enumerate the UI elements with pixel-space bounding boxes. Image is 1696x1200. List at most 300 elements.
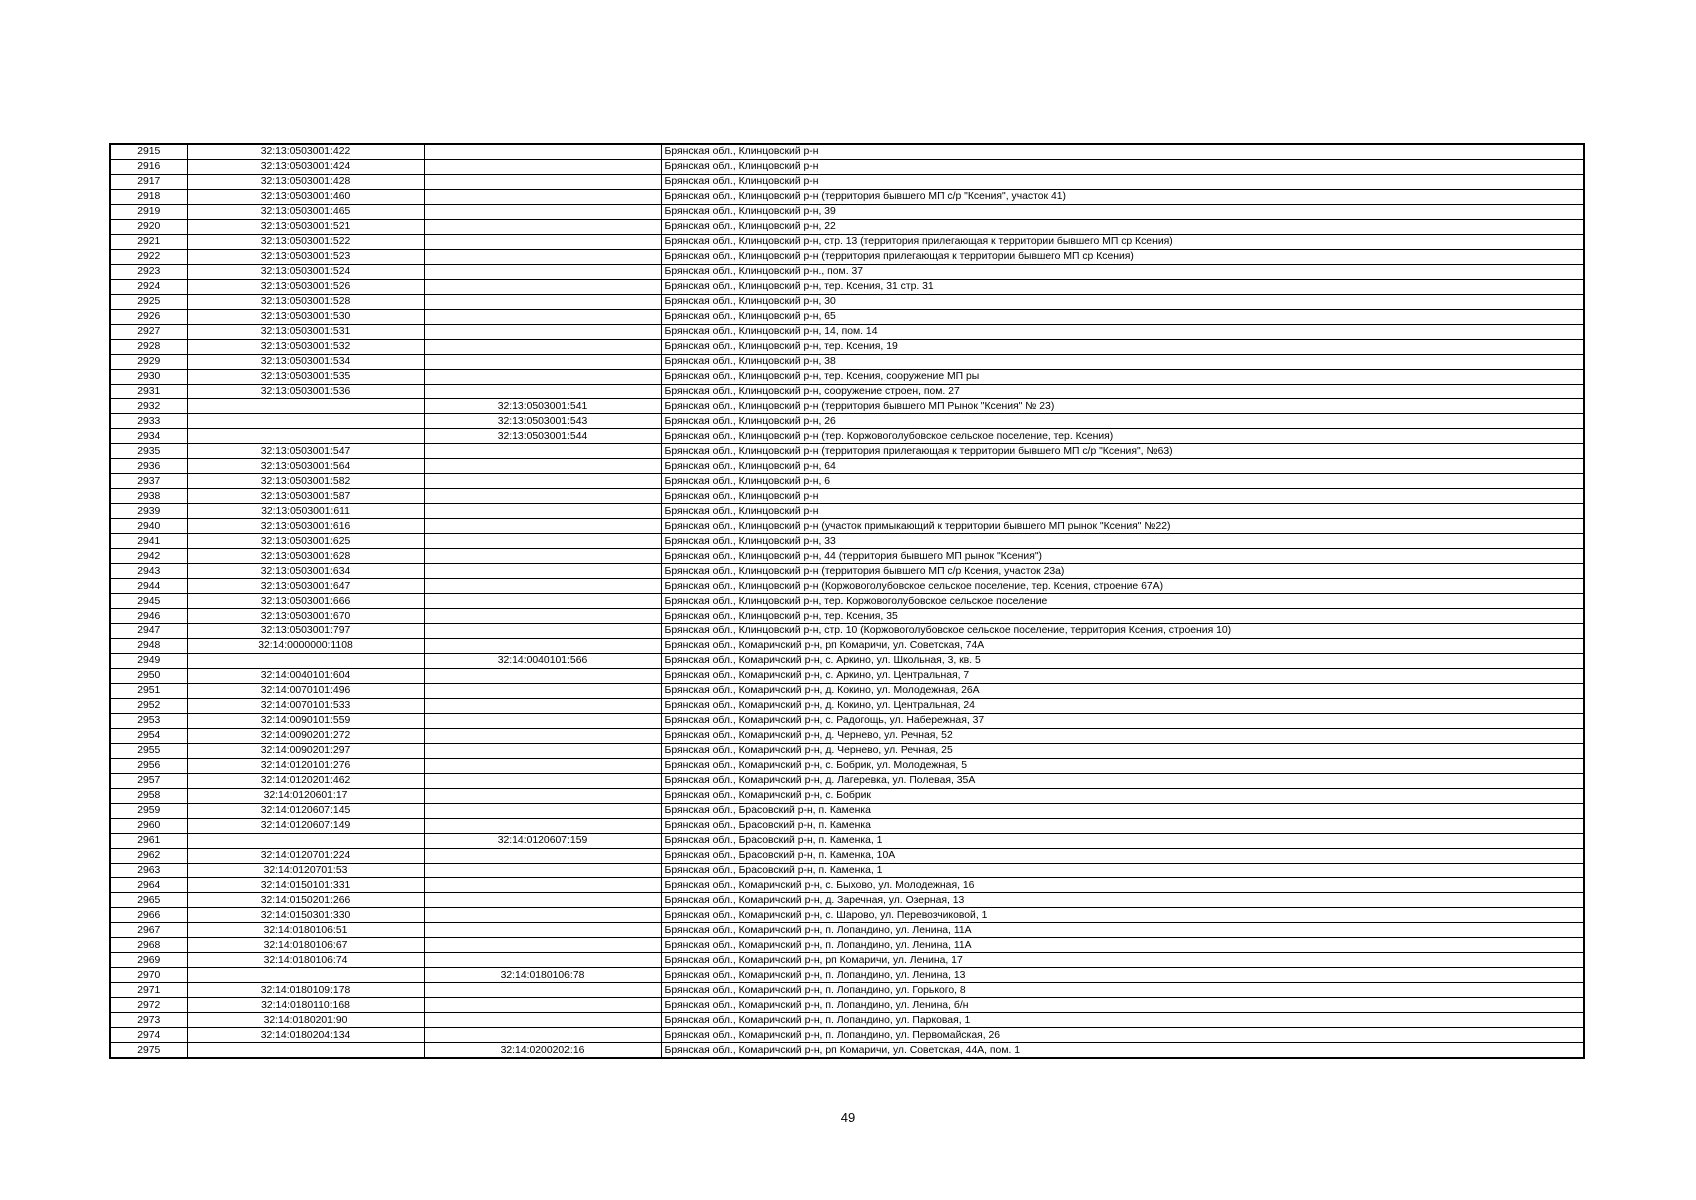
row-number-cell: 2960	[110, 818, 187, 833]
cadastral-number-alt-cell: 32:14:0040101:566	[424, 653, 661, 668]
address-cell: Брянская обл., Брасовский р-н, п. Каменка, 10А	[661, 848, 1584, 863]
cadastral-number-alt-cell	[424, 474, 661, 489]
table-row	[110, 159, 1584, 174]
cadastral-number-alt-cell	[424, 489, 661, 504]
cadastral-number-cell: 32:13:0503001:587	[187, 489, 424, 504]
cadastral-number-cell	[187, 653, 424, 668]
row-number-cell: 2952	[110, 698, 187, 713]
cadastral-number-cell: 32:14:0150201:266	[187, 893, 424, 908]
table-row	[110, 354, 1584, 369]
address-cell: Брянская обл., Комаричский р-н, с. Бобрик	[661, 788, 1584, 803]
address-cell: Брянская обл., Клинцовский р-н, 39	[661, 204, 1584, 219]
cadastral-number-cell: 32:14:0180106:74	[187, 953, 424, 968]
table-row	[110, 309, 1584, 324]
table-row	[110, 504, 1584, 519]
cadastral-number-alt-cell	[424, 339, 661, 354]
cadastral-number-cell: 32:13:0503001:526	[187, 279, 424, 294]
address-cell: Брянская обл., Клинцовский р-н, тер. Ксения, 35	[661, 609, 1584, 624]
cadastral-number-cell: 32:14:0120701:53	[187, 863, 424, 878]
cadastral-number-alt-cell	[424, 758, 661, 773]
row-number-cell: 2915	[110, 144, 187, 159]
cadastral-number-alt-cell	[424, 713, 661, 728]
row-number-cell: 2969	[110, 953, 187, 968]
address-cell: Брянская обл., Клинцовский р-н (Коржовоголубовское сельское поселение, тер. Ксения, строение 67А)	[661, 579, 1584, 594]
row-number-cell: 2935	[110, 444, 187, 459]
cadastral-number-cell: 32:14:0180109:178	[187, 983, 424, 998]
table-row	[110, 848, 1584, 863]
table-row	[110, 893, 1584, 908]
cadastral-number-alt-cell	[424, 249, 661, 264]
table-row	[110, 698, 1584, 713]
address-cell: Брянская обл., Брасовский р-н, п. Каменка	[661, 818, 1584, 833]
cadastral-number-cell: 32:13:0503001:625	[187, 534, 424, 549]
cadastral-number-cell: 32:13:0503001:547	[187, 444, 424, 459]
cadastral-number-alt-cell	[424, 549, 661, 564]
table-row	[110, 339, 1584, 354]
row-number-cell: 2941	[110, 534, 187, 549]
cadastral-number-cell: 32:13:0503001:522	[187, 234, 424, 249]
address-cell: Брянская обл., Комаричский р-н, с. Быхово, ул. Молодежная, 16	[661, 878, 1584, 893]
row-number-cell: 2921	[110, 234, 187, 249]
cadastral-number-alt-cell: 32:14:0200202:16	[424, 1043, 661, 1058]
row-number-cell: 2918	[110, 189, 187, 204]
cadastral-number-alt-cell	[424, 174, 661, 189]
table-row	[110, 983, 1584, 998]
cadastral-number-cell	[187, 833, 424, 848]
cadastral-number-alt-cell	[424, 594, 661, 609]
cadastral-number-cell: 32:13:0503001:616	[187, 519, 424, 534]
cadastral-number-alt-cell	[424, 159, 661, 174]
table-row	[110, 204, 1584, 219]
row-number-cell: 2957	[110, 773, 187, 788]
address-cell: Брянская обл., Клинцовский р-н, тер. Коржовоголубовское сельское поселение	[661, 594, 1584, 609]
row-number-cell: 2970	[110, 968, 187, 983]
address-cell: Брянская обл., Комаричский р-н, п. Лопандино, ул. Горького, 8	[661, 983, 1584, 998]
table-row	[110, 863, 1584, 878]
address-cell: Брянская обл., Брасовский р-н, п. Каменка	[661, 803, 1584, 818]
cadastral-number-cell: 32:13:0503001:797	[187, 624, 424, 639]
table-row	[110, 1013, 1584, 1028]
row-number-cell: 2973	[110, 1013, 187, 1028]
cadastral-number-alt-cell	[424, 938, 661, 953]
table-row	[110, 414, 1584, 429]
table-row	[110, 144, 1584, 159]
address-cell: Брянская обл., Клинцовский р-н, 33	[661, 534, 1584, 549]
cadastral-number-cell	[187, 429, 424, 444]
registry-table	[109, 143, 1585, 1059]
table-row	[110, 474, 1584, 489]
table-row	[110, 189, 1584, 204]
cadastral-number-alt-cell	[424, 998, 661, 1013]
cadastral-number-cell: 32:14:0120201:462	[187, 773, 424, 788]
table-row	[110, 279, 1584, 294]
cadastral-number-cell: 32:14:0090201:272	[187, 728, 424, 743]
cadastral-number-alt-cell: 32:13:0503001:543	[424, 414, 661, 429]
address-cell: Брянская обл., Комаричский р-н, рп Комаричи, ул. Ленина, 17	[661, 953, 1584, 968]
row-number-cell: 2933	[110, 414, 187, 429]
table-row	[110, 384, 1584, 399]
row-number-cell: 2939	[110, 504, 187, 519]
address-cell: Брянская обл., Клинцовский р-н	[661, 144, 1584, 159]
row-number-cell: 2947	[110, 624, 187, 639]
address-cell: Брянская обл., Клинцовский р-н	[661, 159, 1584, 174]
cadastral-number-cell: 32:14:0150101:331	[187, 878, 424, 893]
row-number-cell: 2917	[110, 174, 187, 189]
row-number-cell: 2934	[110, 429, 187, 444]
cadastral-number-cell: 32:14:0180106:51	[187, 923, 424, 938]
cadastral-number-cell: 32:13:0503001:465	[187, 204, 424, 219]
row-number-cell: 2963	[110, 863, 187, 878]
cadastral-number-alt-cell	[424, 953, 661, 968]
cadastral-number-cell: 32:13:0503001:521	[187, 219, 424, 234]
table-row	[110, 773, 1584, 788]
cadastral-number-cell: 32:13:0503001:528	[187, 294, 424, 309]
registry-table-body	[110, 144, 1584, 1058]
cadastral-number-cell: 32:13:0503001:523	[187, 249, 424, 264]
cadastral-number-cell: 32:14:0120607:145	[187, 803, 424, 818]
cadastral-number-alt-cell	[424, 189, 661, 204]
address-cell: Брянская обл., Клинцовский р-н, 6	[661, 474, 1584, 489]
table-row	[110, 219, 1584, 234]
table-row	[110, 609, 1584, 624]
row-number-cell: 2922	[110, 249, 187, 264]
address-cell: Брянская обл., Клинцовский р-н, стр. 13 (территория прилегающая к территории бывшего МП ср Ксения)	[661, 234, 1584, 249]
address-cell: Брянская обл., Комаричский р-н, с. Бобрик, ул. Молодежная, 5	[661, 758, 1584, 773]
address-cell: Брянская обл., Клинцовский р-н, 22	[661, 219, 1584, 234]
table-row	[110, 519, 1584, 534]
table-row	[110, 369, 1584, 384]
row-number-cell: 2965	[110, 893, 187, 908]
table-row	[110, 294, 1584, 309]
cadastral-number-alt-cell	[424, 144, 661, 159]
table-row	[110, 594, 1584, 609]
table-row	[110, 713, 1584, 728]
row-number-cell: 2930	[110, 369, 187, 384]
row-number-cell: 2967	[110, 923, 187, 938]
table-row	[110, 549, 1584, 564]
cadastral-number-alt-cell: 32:13:0503001:541	[424, 399, 661, 414]
row-number-cell: 2923	[110, 264, 187, 279]
table-row	[110, 429, 1584, 444]
row-number-cell: 2955	[110, 743, 187, 758]
row-number-cell: 2928	[110, 339, 187, 354]
address-cell: Брянская обл., Клинцовский р-н	[661, 489, 1584, 504]
cadastral-number-cell: 32:13:0503001:424	[187, 159, 424, 174]
row-number-cell: 2949	[110, 653, 187, 668]
cadastral-number-cell: 32:13:0503001:535	[187, 369, 424, 384]
row-number-cell: 2951	[110, 683, 187, 698]
address-cell: Брянская обл., Комаричский р-н, с. Радогощь, ул. Набережная, 37	[661, 713, 1584, 728]
row-number-cell: 2974	[110, 1028, 187, 1043]
cadastral-number-cell: 32:13:0503001:532	[187, 339, 424, 354]
cadastral-number-alt-cell	[424, 1013, 661, 1028]
cadastral-number-alt-cell	[424, 279, 661, 294]
cadastral-number-alt-cell	[424, 264, 661, 279]
cadastral-number-alt-cell	[424, 384, 661, 399]
address-cell: Брянская обл., Клинцовский р-н (территория бывшего МП Рынок "Ксения" № 23)	[661, 399, 1584, 414]
row-number-cell: 2972	[110, 998, 187, 1013]
cadastral-number-cell: 32:14:0120607:149	[187, 818, 424, 833]
cadastral-number-cell: 32:13:0503001:647	[187, 579, 424, 594]
table-row	[110, 968, 1584, 983]
address-cell: Брянская обл., Клинцовский р-н (территория прилегающая к территории бывшего МП с/р "Ксения", №63)	[661, 444, 1584, 459]
cadastral-number-alt-cell	[424, 564, 661, 579]
cadastral-number-cell: 32:14:0150301:330	[187, 908, 424, 923]
cadastral-number-cell: 32:13:0503001:634	[187, 564, 424, 579]
address-cell: Брянская обл., Клинцовский р-н, тер. Ксения, сооружение МП ры	[661, 369, 1584, 384]
row-number-cell: 2950	[110, 668, 187, 683]
row-number-cell: 2943	[110, 564, 187, 579]
address-cell: Брянская обл., Комаричский р-н, п. Лопандино, ул. Ленина, 11А	[661, 923, 1584, 938]
row-number-cell: 2919	[110, 204, 187, 219]
table-row	[110, 579, 1584, 594]
address-cell: Брянская обл., Клинцовский р-н, 65	[661, 309, 1584, 324]
address-cell: Брянская обл., Клинцовский р-н, тер. Ксения, 31 стр. 31	[661, 279, 1584, 294]
table-row	[110, 459, 1584, 474]
cadastral-number-cell: 32:13:0503001:670	[187, 609, 424, 624]
row-number-cell: 2936	[110, 459, 187, 474]
cadastral-number-alt-cell	[424, 908, 661, 923]
address-cell: Брянская обл., Комаричский р-н, д. Кокино, ул. Молодежная, 26А	[661, 683, 1584, 698]
cadastral-number-cell: 32:13:0503001:460	[187, 189, 424, 204]
cadastral-number-alt-cell	[424, 863, 661, 878]
cadastral-number-alt-cell	[424, 1028, 661, 1043]
table-row	[110, 324, 1584, 339]
address-cell: Брянская обл., Комаричский р-н, д. Кокино, ул. Центральная, 24	[661, 698, 1584, 713]
table-row	[110, 818, 1584, 833]
cadastral-number-cell: 32:14:0180106:67	[187, 938, 424, 953]
table-row	[110, 1043, 1584, 1058]
row-number-cell: 2954	[110, 728, 187, 743]
address-cell: Брянская обл., Клинцовский р-н	[661, 504, 1584, 519]
cadastral-number-cell: 32:14:0000000:1108	[187, 638, 424, 653]
table-row	[110, 444, 1584, 459]
cadastral-number-cell: 32:13:0503001:564	[187, 459, 424, 474]
address-cell: Брянская обл., Клинцовский р-н, 30	[661, 294, 1584, 309]
address-cell: Брянская обл., Комаричский р-н, с. Аркино, ул. Центральная, 7	[661, 668, 1584, 683]
address-cell: Брянская обл., Клинцовский р-н, стр. 10 (Коржовоголубовское сельское поселение, территория Ксения, строения 10)	[661, 624, 1584, 639]
table-row	[110, 624, 1584, 639]
cadastral-number-cell: 32:14:0090101:559	[187, 713, 424, 728]
cadastral-number-cell: 32:14:0090201:297	[187, 743, 424, 758]
cadastral-number-alt-cell	[424, 609, 661, 624]
cadastral-number-alt-cell: 32:14:0120607:159	[424, 833, 661, 848]
cadastral-number-alt-cell	[424, 743, 661, 758]
address-cell: Брянская обл., Клинцовский р-н, 14, пом. 14	[661, 324, 1584, 339]
cadastral-number-cell	[187, 1043, 424, 1058]
address-cell: Брянская обл., Клинцовский р-н (территория бывшего МП с/р "Ксения", участок 41)	[661, 189, 1584, 204]
cadastral-number-alt-cell: 32:13:0503001:544	[424, 429, 661, 444]
row-number-cell: 2961	[110, 833, 187, 848]
cadastral-number-alt-cell	[424, 324, 661, 339]
cadastral-number-alt-cell	[424, 638, 661, 653]
table-row	[110, 638, 1584, 653]
table-row	[110, 758, 1584, 773]
cadastral-number-alt-cell	[424, 788, 661, 803]
row-number-cell: 2946	[110, 609, 187, 624]
cadastral-number-alt-cell	[424, 624, 661, 639]
cadastral-number-cell: 32:14:0040101:604	[187, 668, 424, 683]
address-cell: Брянская обл., Комаричский р-н, с. Шарово, ул. Перевозчиковой, 1	[661, 908, 1584, 923]
cadastral-number-cell: 32:14:0070101:496	[187, 683, 424, 698]
table-row	[110, 668, 1584, 683]
table-row	[110, 998, 1584, 1013]
cadastral-number-cell: 32:13:0503001:534	[187, 354, 424, 369]
address-cell: Брянская обл., Клинцовский р-н (участок примыкающий к территории бывшего МП рынок "Ксения" №22)	[661, 519, 1584, 534]
cadastral-number-alt-cell	[424, 309, 661, 324]
table-row	[110, 534, 1584, 549]
table-row	[110, 564, 1584, 579]
row-number-cell: 2942	[110, 549, 187, 564]
cadastral-number-cell	[187, 414, 424, 429]
table-row	[110, 953, 1584, 968]
cadastral-number-cell: 32:13:0503001:582	[187, 474, 424, 489]
row-number-cell: 2975	[110, 1043, 187, 1058]
row-number-cell: 2958	[110, 788, 187, 803]
table-row	[110, 683, 1584, 698]
address-cell: Брянская обл., Комаричский р-н, д. Чернево, ул. Речная, 52	[661, 728, 1584, 743]
cadastral-number-cell: 32:14:0120701:224	[187, 848, 424, 863]
address-cell: Брянская обл., Комаричский р-н, д. Заречная, ул. Озерная, 13	[661, 893, 1584, 908]
cadastral-number-cell: 32:13:0503001:666	[187, 594, 424, 609]
cadastral-number-alt-cell	[424, 354, 661, 369]
address-cell: Брянская обл., Комаричский р-н, п. Лопандино, ул. Первомайская, 26	[661, 1028, 1584, 1043]
cadastral-number-alt-cell	[424, 219, 661, 234]
cadastral-number-cell: 32:13:0503001:611	[187, 504, 424, 519]
cadastral-number-cell: 32:14:0180204:134	[187, 1028, 424, 1043]
cadastral-number-cell: 32:13:0503001:536	[187, 384, 424, 399]
cadastral-number-alt-cell	[424, 369, 661, 384]
table-row	[110, 249, 1584, 264]
row-number-cell: 2948	[110, 638, 187, 653]
row-number-cell: 2938	[110, 489, 187, 504]
address-cell: Брянская обл., Клинцовский р-н, тер. Ксения, 19	[661, 339, 1584, 354]
row-number-cell: 2926	[110, 309, 187, 324]
cadastral-number-alt-cell	[424, 234, 661, 249]
row-number-cell: 2932	[110, 399, 187, 414]
table-row	[110, 728, 1584, 743]
row-number-cell: 2940	[110, 519, 187, 534]
table-row	[110, 264, 1584, 279]
cadastral-number-alt-cell	[424, 683, 661, 698]
row-number-cell: 2956	[110, 758, 187, 773]
cadastral-number-alt-cell	[424, 519, 661, 534]
row-number-cell: 2945	[110, 594, 187, 609]
row-number-cell: 2925	[110, 294, 187, 309]
address-cell: Брянская обл., Комаричский р-н, п. Лопандино, ул. Ленина, 11А	[661, 938, 1584, 953]
address-cell: Брянская обл., Комаричский р-н, с. Аркино, ул. Школьная, 3, кв. 5	[661, 653, 1584, 668]
table-row	[110, 878, 1584, 893]
table-row	[110, 743, 1584, 758]
table-row	[110, 788, 1584, 803]
table-row	[110, 1028, 1584, 1043]
cadastral-number-alt-cell	[424, 848, 661, 863]
cadastral-number-cell: 32:13:0503001:422	[187, 144, 424, 159]
address-cell: Брянская обл., Комаричский р-н, рп Комаричи, ул. Советская, 44А, пом. 1	[661, 1043, 1584, 1058]
cadastral-number-alt-cell	[424, 698, 661, 713]
address-cell: Брянская обл., Клинцовский р-н., пом. 37	[661, 264, 1584, 279]
cadastral-number-cell: 32:13:0503001:531	[187, 324, 424, 339]
row-number-cell: 2924	[110, 279, 187, 294]
row-number-cell: 2971	[110, 983, 187, 998]
cadastral-number-alt-cell	[424, 668, 661, 683]
table-row	[110, 399, 1584, 414]
row-number-cell: 2964	[110, 878, 187, 893]
table-row	[110, 923, 1584, 938]
cadastral-number-alt-cell	[424, 773, 661, 788]
cadastral-number-cell: 32:13:0503001:530	[187, 309, 424, 324]
cadastral-number-alt-cell	[424, 983, 661, 998]
table-row	[110, 489, 1584, 504]
cadastral-number-alt-cell	[424, 204, 661, 219]
cadastral-number-alt-cell	[424, 923, 661, 938]
table-row	[110, 833, 1584, 848]
cadastral-number-cell: 32:14:0120601:17	[187, 788, 424, 803]
row-number-cell: 2962	[110, 848, 187, 863]
address-cell: Брянская обл., Клинцовский р-н (тер. Коржовоголубовское сельское поселение, тер. Ксения)	[661, 429, 1584, 444]
page-number: 49	[840, 1110, 856, 1125]
table-row	[110, 174, 1584, 189]
table-row	[110, 938, 1584, 953]
cadastral-number-cell: 32:13:0503001:428	[187, 174, 424, 189]
cadastral-number-cell: 32:14:0120101:276	[187, 758, 424, 773]
address-cell: Брянская обл., Клинцовский р-н, 26	[661, 414, 1584, 429]
address-cell: Брянская обл., Клинцовский р-н (территория прилегающая к территории бывшего МП ср Ксения)	[661, 249, 1584, 264]
cadastral-number-alt-cell	[424, 504, 661, 519]
registry-table-container	[109, 143, 1583, 1059]
cadastral-number-cell: 32:14:0070101:533	[187, 698, 424, 713]
row-number-cell: 2944	[110, 579, 187, 594]
row-number-cell: 2937	[110, 474, 187, 489]
address-cell: Брянская обл., Комаричский р-н, п. Лопандино, ул. Ленина, 13	[661, 968, 1584, 983]
address-cell: Брянская обл., Клинцовский р-н, 44 (территория бывшего МП рынок "Ксения")	[661, 549, 1584, 564]
address-cell: Брянская обл., Клинцовский р-н, 38	[661, 354, 1584, 369]
cadastral-number-alt-cell	[424, 893, 661, 908]
cadastral-number-cell: 32:13:0503001:628	[187, 549, 424, 564]
cadastral-number-alt-cell	[424, 294, 661, 309]
address-cell: Брянская обл., Брасовский р-н, п. Каменка, 1	[661, 833, 1584, 848]
row-number-cell: 2953	[110, 713, 187, 728]
address-cell: Брянская обл., Комаричский р-н, п. Лопандино, ул. Парковая, 1	[661, 1013, 1584, 1028]
cadastral-number-cell	[187, 399, 424, 414]
cadastral-number-alt-cell	[424, 818, 661, 833]
row-number-cell: 2920	[110, 219, 187, 234]
row-number-cell: 2916	[110, 159, 187, 174]
address-cell: Брянская обл., Комаричский р-н, рп Комаричи, ул. Советская, 74А	[661, 638, 1584, 653]
cadastral-number-cell	[187, 968, 424, 983]
cadastral-number-alt-cell: 32:14:0180106:78	[424, 968, 661, 983]
row-number-cell: 2931	[110, 384, 187, 399]
table-row	[110, 653, 1584, 668]
address-cell: Брянская обл., Клинцовский р-н	[661, 174, 1584, 189]
address-cell: Брянская обл., Брасовский р-н, п. Каменка, 1	[661, 863, 1584, 878]
row-number-cell: 2968	[110, 938, 187, 953]
cadastral-number-alt-cell	[424, 878, 661, 893]
address-cell: Брянская обл., Комаричский р-н, д. Чернево, ул. Речная, 25	[661, 743, 1584, 758]
row-number-cell: 2959	[110, 803, 187, 818]
table-row	[110, 803, 1584, 818]
address-cell: Брянская обл., Клинцовский р-н, сооружение строен, пом. 27	[661, 384, 1584, 399]
address-cell: Брянская обл., Комаричский р-н, п. Лопандино, ул. Ленина, б/н	[661, 998, 1584, 1013]
cadastral-number-cell: 32:13:0503001:524	[187, 264, 424, 279]
table-row	[110, 234, 1584, 249]
cadastral-number-alt-cell	[424, 444, 661, 459]
cadastral-number-alt-cell	[424, 728, 661, 743]
cadastral-number-alt-cell	[424, 579, 661, 594]
cadastral-number-alt-cell	[424, 534, 661, 549]
address-cell: Брянская обл., Клинцовский р-н (территория бывшего МП с/р Ксения, участок 23а)	[661, 564, 1584, 579]
cadastral-number-alt-cell	[424, 459, 661, 474]
